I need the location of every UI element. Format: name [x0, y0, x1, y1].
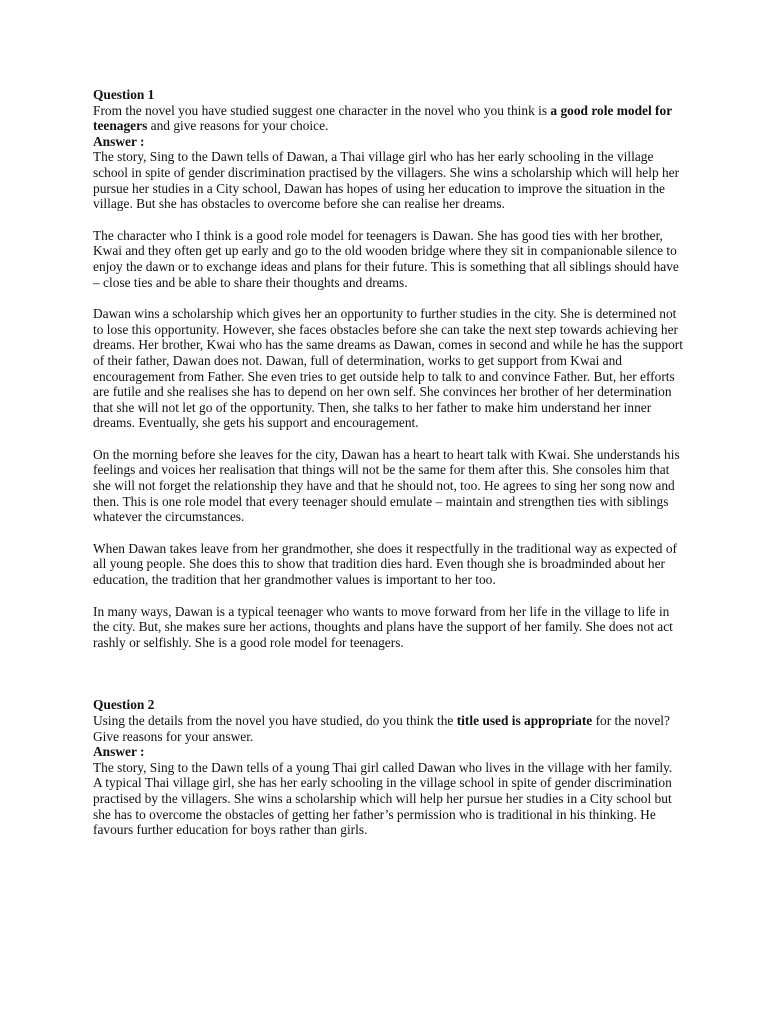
- question-2-prompt-text-end: for the novel? Give reasons for your answer.: [93, 713, 670, 744]
- question-1-answer-paragraph: Dawan wins a scholarship which gives her an opportunity to further studies in the city. She is determined not to lose this opportunity. However, she faces obstacles before she can take the next step towards achieving her dreams. Her brother, Kwai who has the same dreams as Dawan, comes in second and while he has the support of their father, Dawan does not. Dawan, full of determination, works to get support from Kwai and encouragement from Father. She even tries to get outside help to talk to and convince Father. But, her efforts are futile and she realises she has to depend on her own self. She convinces her brother of her determination that she will not let go of the opportunity. Then, she talks to her father to make him understand her inner dreams. Eventually, she gets his support and encouragement.: [93, 306, 683, 431]
- question-2-answer-paragraph: The story, Sing to the Dawn tells of a young Thai girl called Dawan who lives in the village with her family. A typical Thai village girl, she has her early schooling in the village school in spite of gender discrimination practised by the villagers. She wins a scholarship which will help her pursue her studies in a City school but she has to overcome the obstacles of getting her father’s permission who is traditional in his thinking. He favours further education for boys rather than girls.: [93, 759, 673, 838]
- question-1-prompt-emphasis: a good role model for teenagers: [93, 102, 672, 134]
- question-2-heading: Question 2: [93, 697, 155, 713]
- question-1-answer-paragraph: The character who I think is a good role model for teenagers is Dawan. She has good ties with her brother, Kwai and they often get up early and go to the old wooden bridge where they sit in companionable silence to enjoy the dawn or to exchange ideas and plans for their future. This is something that all siblings should have – close ties and be able to share their thoughts and dreams.: [93, 227, 679, 290]
- question-1-prompt-text: From the novel you have studied suggest one character in the novel who you think is: [93, 102, 551, 118]
- question-1-prompt-text-end: and give reasons for your choice.: [147, 118, 329, 134]
- question-2-prompt-emphasis: title used is appropriate: [456, 713, 593, 728]
- question-2-answer-label: Answer :: [93, 744, 145, 760]
- question-1-answer-paragraph: On the morning before she leaves for the city, Dawan has a heart to heart talk with Kwai. She understands his feelings and voices her realisation that things will not be the same for them after this. She consoles him that she will not forget the relationship they have and that he should not, too. He agrees to sing her song now and then. This is one role model that every teenager should emulate – maintain and strengthen ties with siblings whatever the circumstances.: [93, 446, 680, 525]
- question-1-answer-paragraph: When Dawan takes leave from her grandmother, she does it respectfully in the traditional way as expected of all young people. She does this to show that tradition dies hard. Even though she is broadminded about her education, the tradition that her grandmother values is important to her too.: [93, 540, 677, 588]
- question-2-section: [93, 697, 683, 837]
- question-1-answer-label: Answer :: [93, 133, 145, 149]
- document-body: [93, 87, 683, 838]
- question-2-prompt: [93, 713, 683, 744]
- question-1-section: [93, 87, 683, 650]
- question-2-prompt-text: Using the details from the novel you have studied, do you think the: [93, 713, 457, 728]
- question-1-prompt: [93, 103, 683, 134]
- question-1-heading: Question 1: [93, 87, 155, 102]
- question-1-answer-paragraph: The story, Sing to the Dawn tells of Dawan, a Thai village girl who has her early schooling in the village school in spite of gender discrimination practised by the villagers. She wins a scholarship which will help her pursue her studies in a City school, Dawan has hopes of using her education to improve the situation in the village. But she has obstacles to overcome before she can realise her dreams.: [93, 149, 680, 212]
- question-1-answer-paragraph: In many ways, Dawan is a typical teenager who wants to move forward from her life in the village to life in the city. But, she makes sure her actions, thoughts and plans have the support of her family. She does not act rashly or selfishly. She is a good role model for teenagers.: [93, 603, 673, 650]
